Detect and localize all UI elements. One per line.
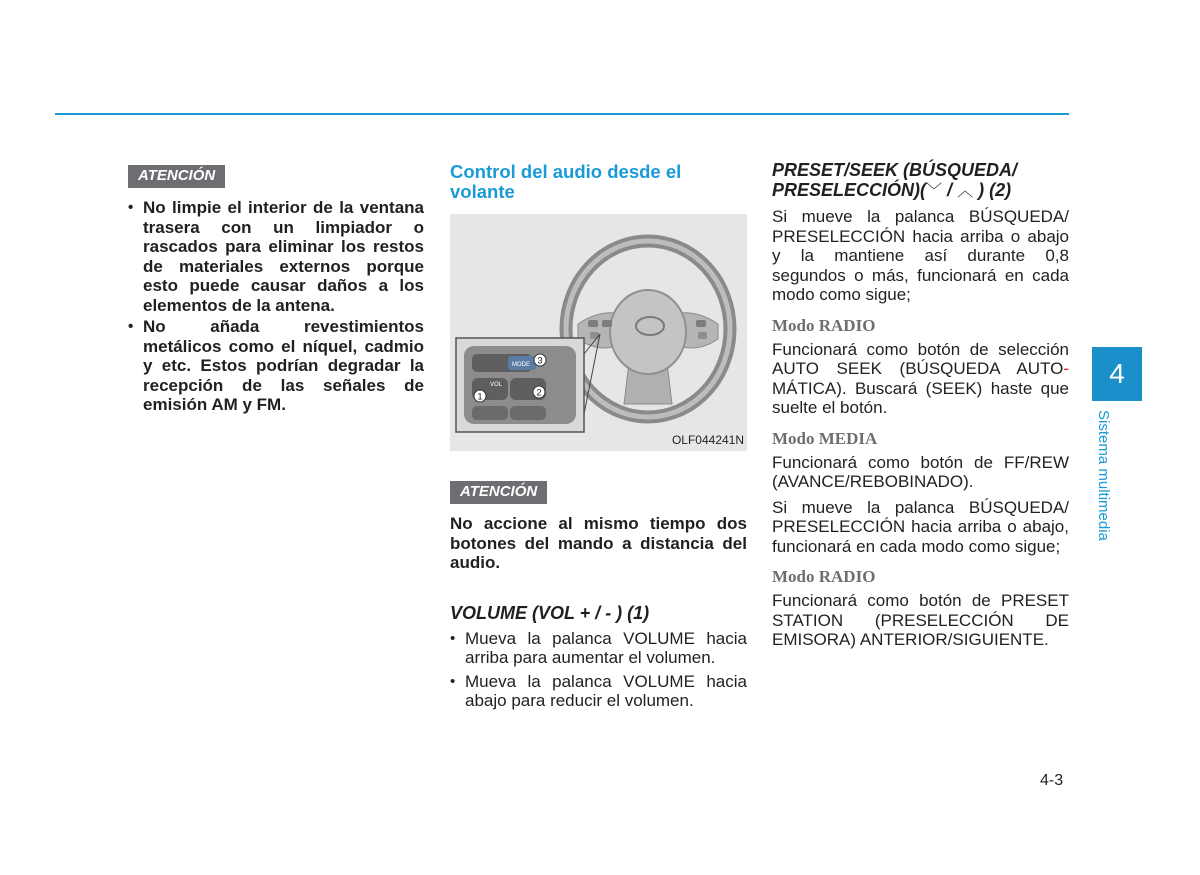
preset-seek-title: PRESET/SEEK (BÚSQUEDA/ PRESELECCIÓN)(﹀ / ︿ ) (2) — [772, 160, 1018, 200]
chevron-down-icon: ︿ — [957, 183, 974, 200]
mode-button-label: MODE — [512, 362, 530, 368]
preset-seek-column — [772, 160, 1069, 650]
media-text: Funcionará como botón de FF/REW (AVANCE/REBOBINADO). — [772, 452, 1069, 491]
caution-column — [128, 165, 424, 417]
caution-item: • No añada revestimientos metálicos como el níquel, cadmio y etc. Estos podrían degradar la recepción de las señales de emisión AM y FM. — [128, 317, 424, 415]
hyphen-mark: - — [1063, 359, 1069, 378]
figure-code: OLF044241N — [671, 433, 744, 447]
audio-control-column — [450, 162, 747, 715]
mode-media-heading: Modo MEDIA — [772, 428, 878, 448]
callout-2: 2 — [536, 387, 542, 398]
preset-seek-title-line2: PRESELECCIÓN)( — [772, 180, 927, 200]
steering-wheel-illustration — [450, 214, 747, 451]
radio-text-part-b: MÁTICA). Buscará (SEEK) haste que suelte el botón. — [772, 378, 1069, 417]
radio-text — [772, 340, 1069, 418]
chevron-up-icon: ﹀ — [926, 183, 943, 200]
callout-3: 3 — [537, 355, 543, 366]
header-rule — [55, 113, 1069, 115]
vol-button-label: VOL — [490, 382, 503, 388]
preset-intro: Si mueve la palanca BÚSQUEDA/ PRESELECCIÓN hacia arriba o abajo y la mantiene así durante 0,8 segundos o más, funcionará en cada modo como sigue; — [772, 207, 1069, 304]
mode-radio-heading: Modo RADIO — [772, 567, 876, 586]
page-number: 4-3 — [1040, 772, 1064, 789]
callout-1: 1 — [477, 391, 483, 402]
caution-text: No accione al mismo tiempo dos botones del mando a distancia del audio. — [450, 514, 747, 572]
chapter-label — [1087, 410, 1127, 550]
volume-list — [450, 629, 747, 711]
section-title: Control del audio desde el volante — [450, 161, 682, 202]
chapter-tab: 4 — [1092, 347, 1142, 401]
caution-list — [128, 198, 424, 415]
radio-text-2: Funcionará como botón de PRESET STATION (PRESELECCIÓN DE EMISORA) ANTERIOR/SIGUIENTE. — [772, 591, 1069, 649]
chapter-label-text: Sistema multimedia — [1095, 410, 1112, 541]
volume-item: • Mueva la palanca VOLUME hacia abajo para reducir el volumen. — [450, 672, 747, 711]
caution-label: ATENCIÓN — [450, 481, 547, 504]
steering-wheel-figure — [450, 214, 747, 451]
radio-text-part-a: Funcionará como botón de selección AUTO SEEK (BÚSQUEDA AUTO — [772, 339, 1069, 378]
volume-item: • Mueva la palanca VOLUME hacia arriba para aumentar el volumen. — [450, 629, 747, 668]
caution-item: • No limpie el interior de la ventana trasera con un limpiador o rascados para eliminar los restos de materiales externos porque esto puede causar daños a los elementos de la antena. — [128, 198, 424, 315]
preset-intro-2: Si mueve la palanca BÚSQUEDA/ PRESELECCIÓN hacia arriba o abajo, funcionará en cada modo como sigue; — [772, 497, 1069, 556]
preset-seek-title-end: ) (2) — [973, 180, 1012, 200]
mode-radio-heading: Modo RADIO — [772, 315, 876, 335]
caution-label: ATENCIÓN — [128, 165, 225, 188]
volume-title: VOLUME (VOL + / - ) (1) — [450, 602, 650, 623]
preset-seek-title-line1: PRESET/SEEK (BÚSQUEDA/ — [772, 160, 1018, 180]
